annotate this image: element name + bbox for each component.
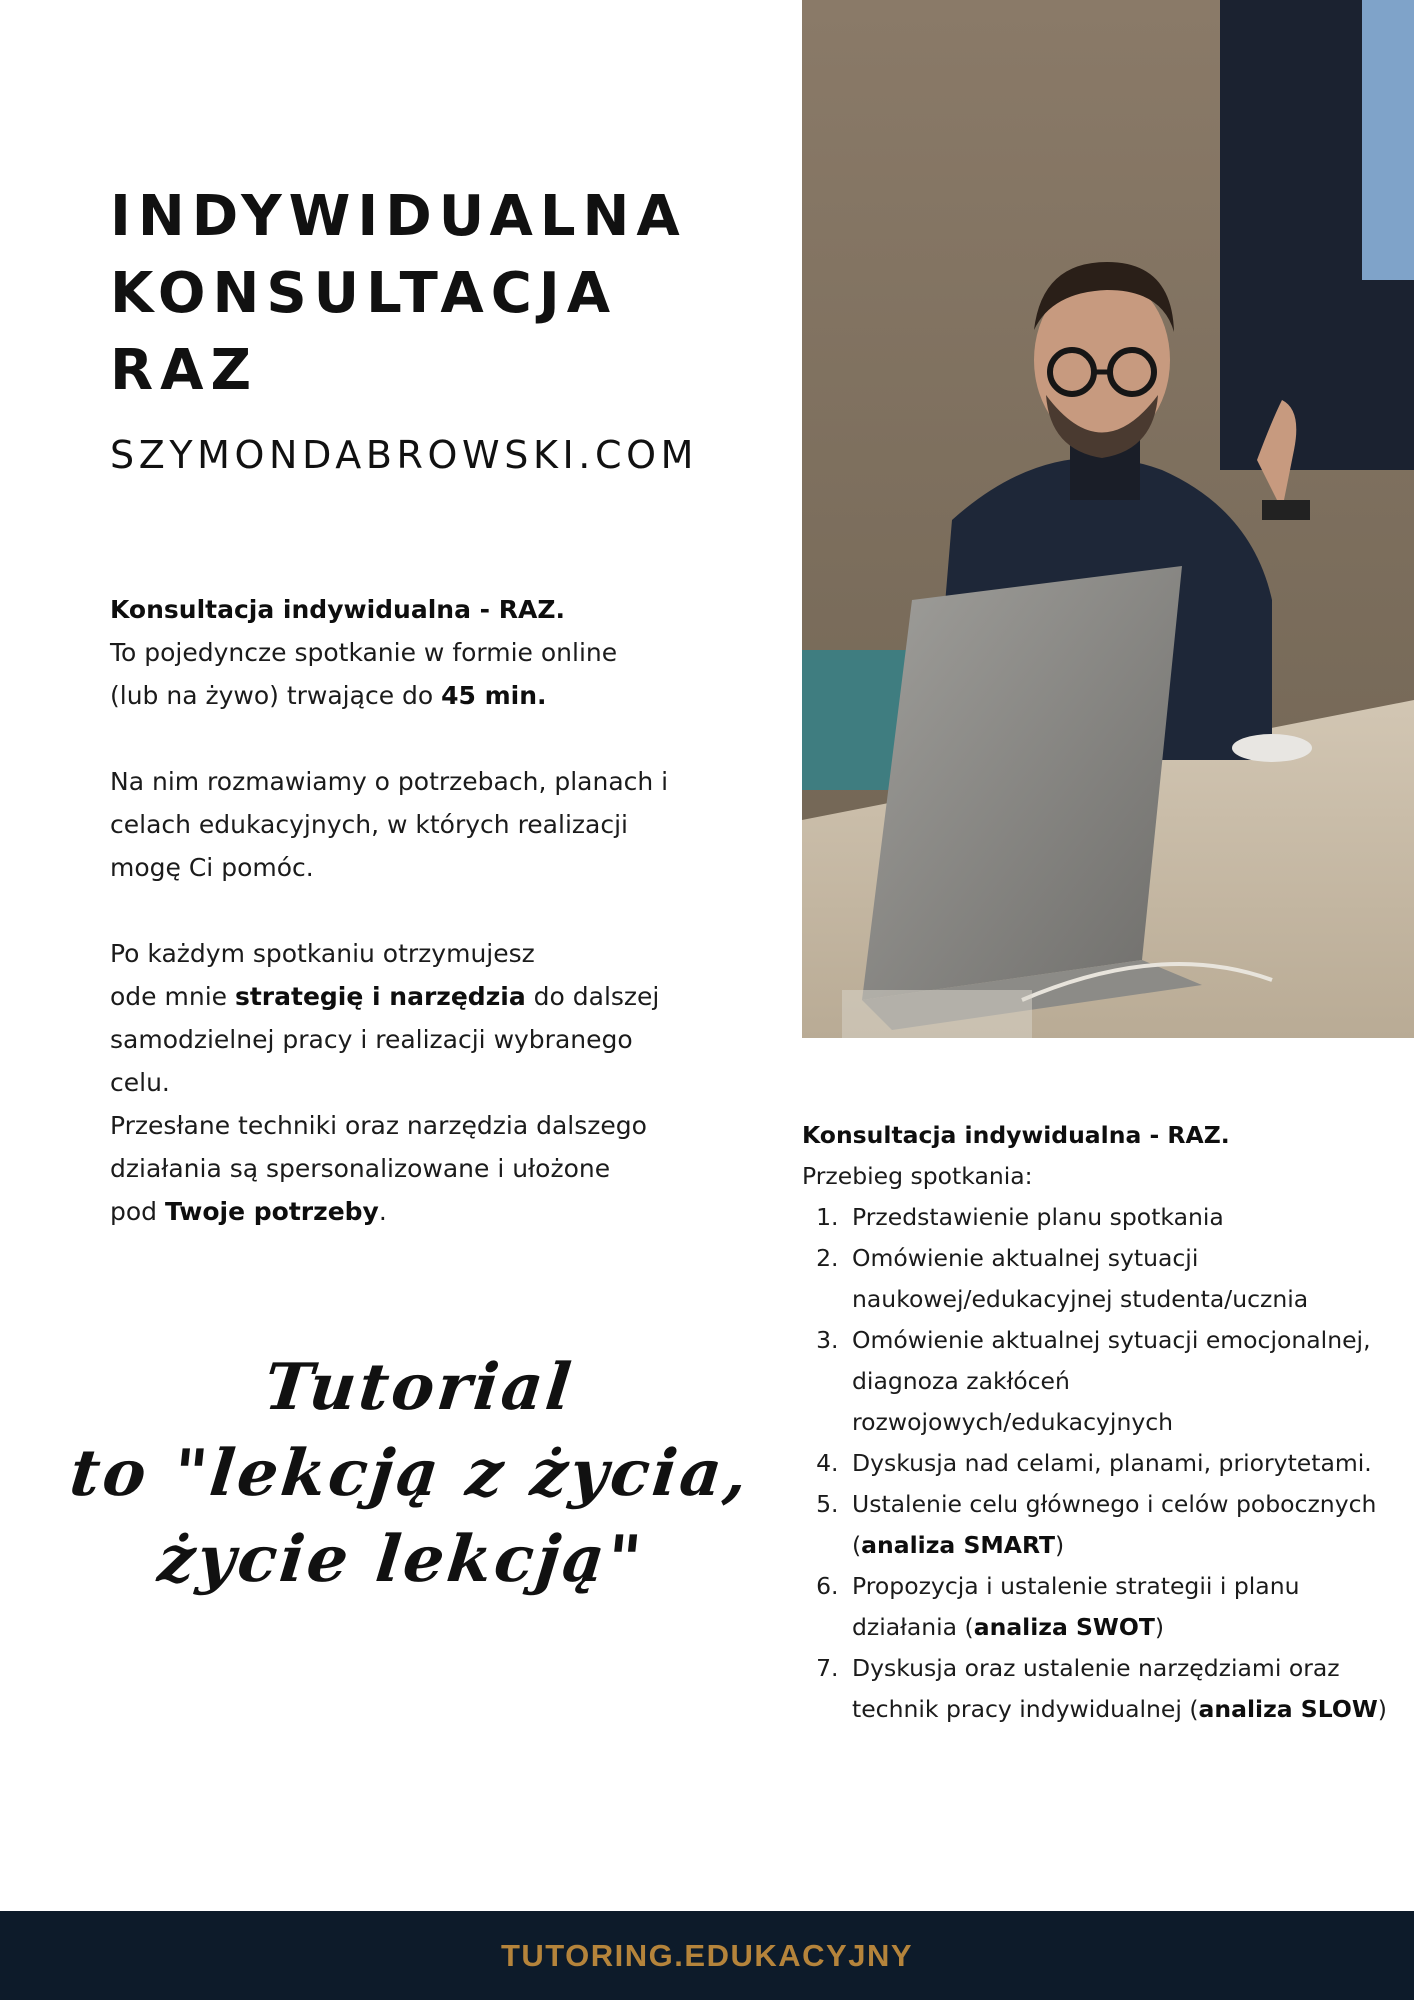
quote-line-1: Tutorial xyxy=(260,1350,578,1425)
list-item: 2. Omówienie aktualnej sytuacji naukowej/edukacyjnej studenta/ucznia xyxy=(846,1238,1392,1320)
list-item: 7. Dyskusja oraz ustalenie narzędziami oraz technik pracy indywidualnej (analiza SLOW) xyxy=(846,1648,1392,1730)
para2-line-1: Na nim rozmawiamy o potrzebach, planach i xyxy=(110,767,669,796)
agenda-subheading: Przebieg spotkania: xyxy=(802,1162,1033,1190)
page-title xyxy=(110,178,750,409)
para3-line-2: ode mnie strategię i narzędzia do dalszej xyxy=(110,982,660,1011)
para4-line-3: pod Twoje potrzeby. xyxy=(110,1197,387,1226)
quote-line-2: to "lekcją z życia, xyxy=(66,1436,754,1511)
list-item: 1. Przedstawienie planu spotkania xyxy=(846,1197,1392,1238)
website-url: SZYMONDABROWSKI.COM xyxy=(110,433,698,477)
list-item: 3. Omówienie aktualnej sytuacji emocjonalnej, diagnoza zakłóceń rozwojowych/edukacyjnych xyxy=(846,1320,1392,1443)
para4-line-1: Przesłane techniki oraz narzędzia dalszego xyxy=(110,1111,647,1140)
para3-line-4: celu. xyxy=(110,1068,170,1097)
footer-brand: TUTORING.EDUKACYJNY xyxy=(500,1938,914,1973)
title-line-1: INDYWIDUALNA xyxy=(110,184,687,249)
list-item: 6. Propozycja i ustalenie strategii i planu działania (analiza SWOT) xyxy=(846,1566,1392,1648)
title-line-2: KONSULTACJA xyxy=(110,261,618,326)
intro-heading: Konsultacja indywidualna - RAZ. xyxy=(110,595,565,624)
agenda-list xyxy=(802,1197,1392,1730)
agenda-section xyxy=(802,1115,1392,1730)
intro-line-2: (lub na żywo) trwające do 45 min. xyxy=(110,681,547,710)
list-item: 4. Dyskusja nad celami, planami, priorytetami. xyxy=(846,1443,1392,1484)
intro-text xyxy=(110,588,730,1233)
para3-line-1: Po każdym spotkaniu otrzymujesz xyxy=(110,939,535,968)
intro-line-1: To pojedyncze spotkanie w formie online xyxy=(110,638,618,667)
para2-line-3: mogę Ci pomóc. xyxy=(110,853,314,882)
footer-bar xyxy=(0,1911,1414,2000)
para4-line-2: działania są spersonalizowane i ułożone xyxy=(110,1154,611,1183)
consultant-photo xyxy=(802,0,1414,1038)
title-line-3: RAZ xyxy=(110,338,259,403)
quote-line-3: życie lekcją" xyxy=(154,1522,648,1597)
agenda-heading: Konsultacja indywidualna - RAZ. xyxy=(802,1121,1230,1149)
tutorial-quote xyxy=(46,1345,773,1603)
para2-line-2: celach edukacyjnych, w których realizacji xyxy=(110,810,628,839)
list-item: 5. Ustalenie celu głównego i celów pobocznych (analiza SMART) xyxy=(846,1484,1392,1566)
para3-line-3: samodzielnej pracy i realizacji wybranego xyxy=(110,1025,633,1054)
